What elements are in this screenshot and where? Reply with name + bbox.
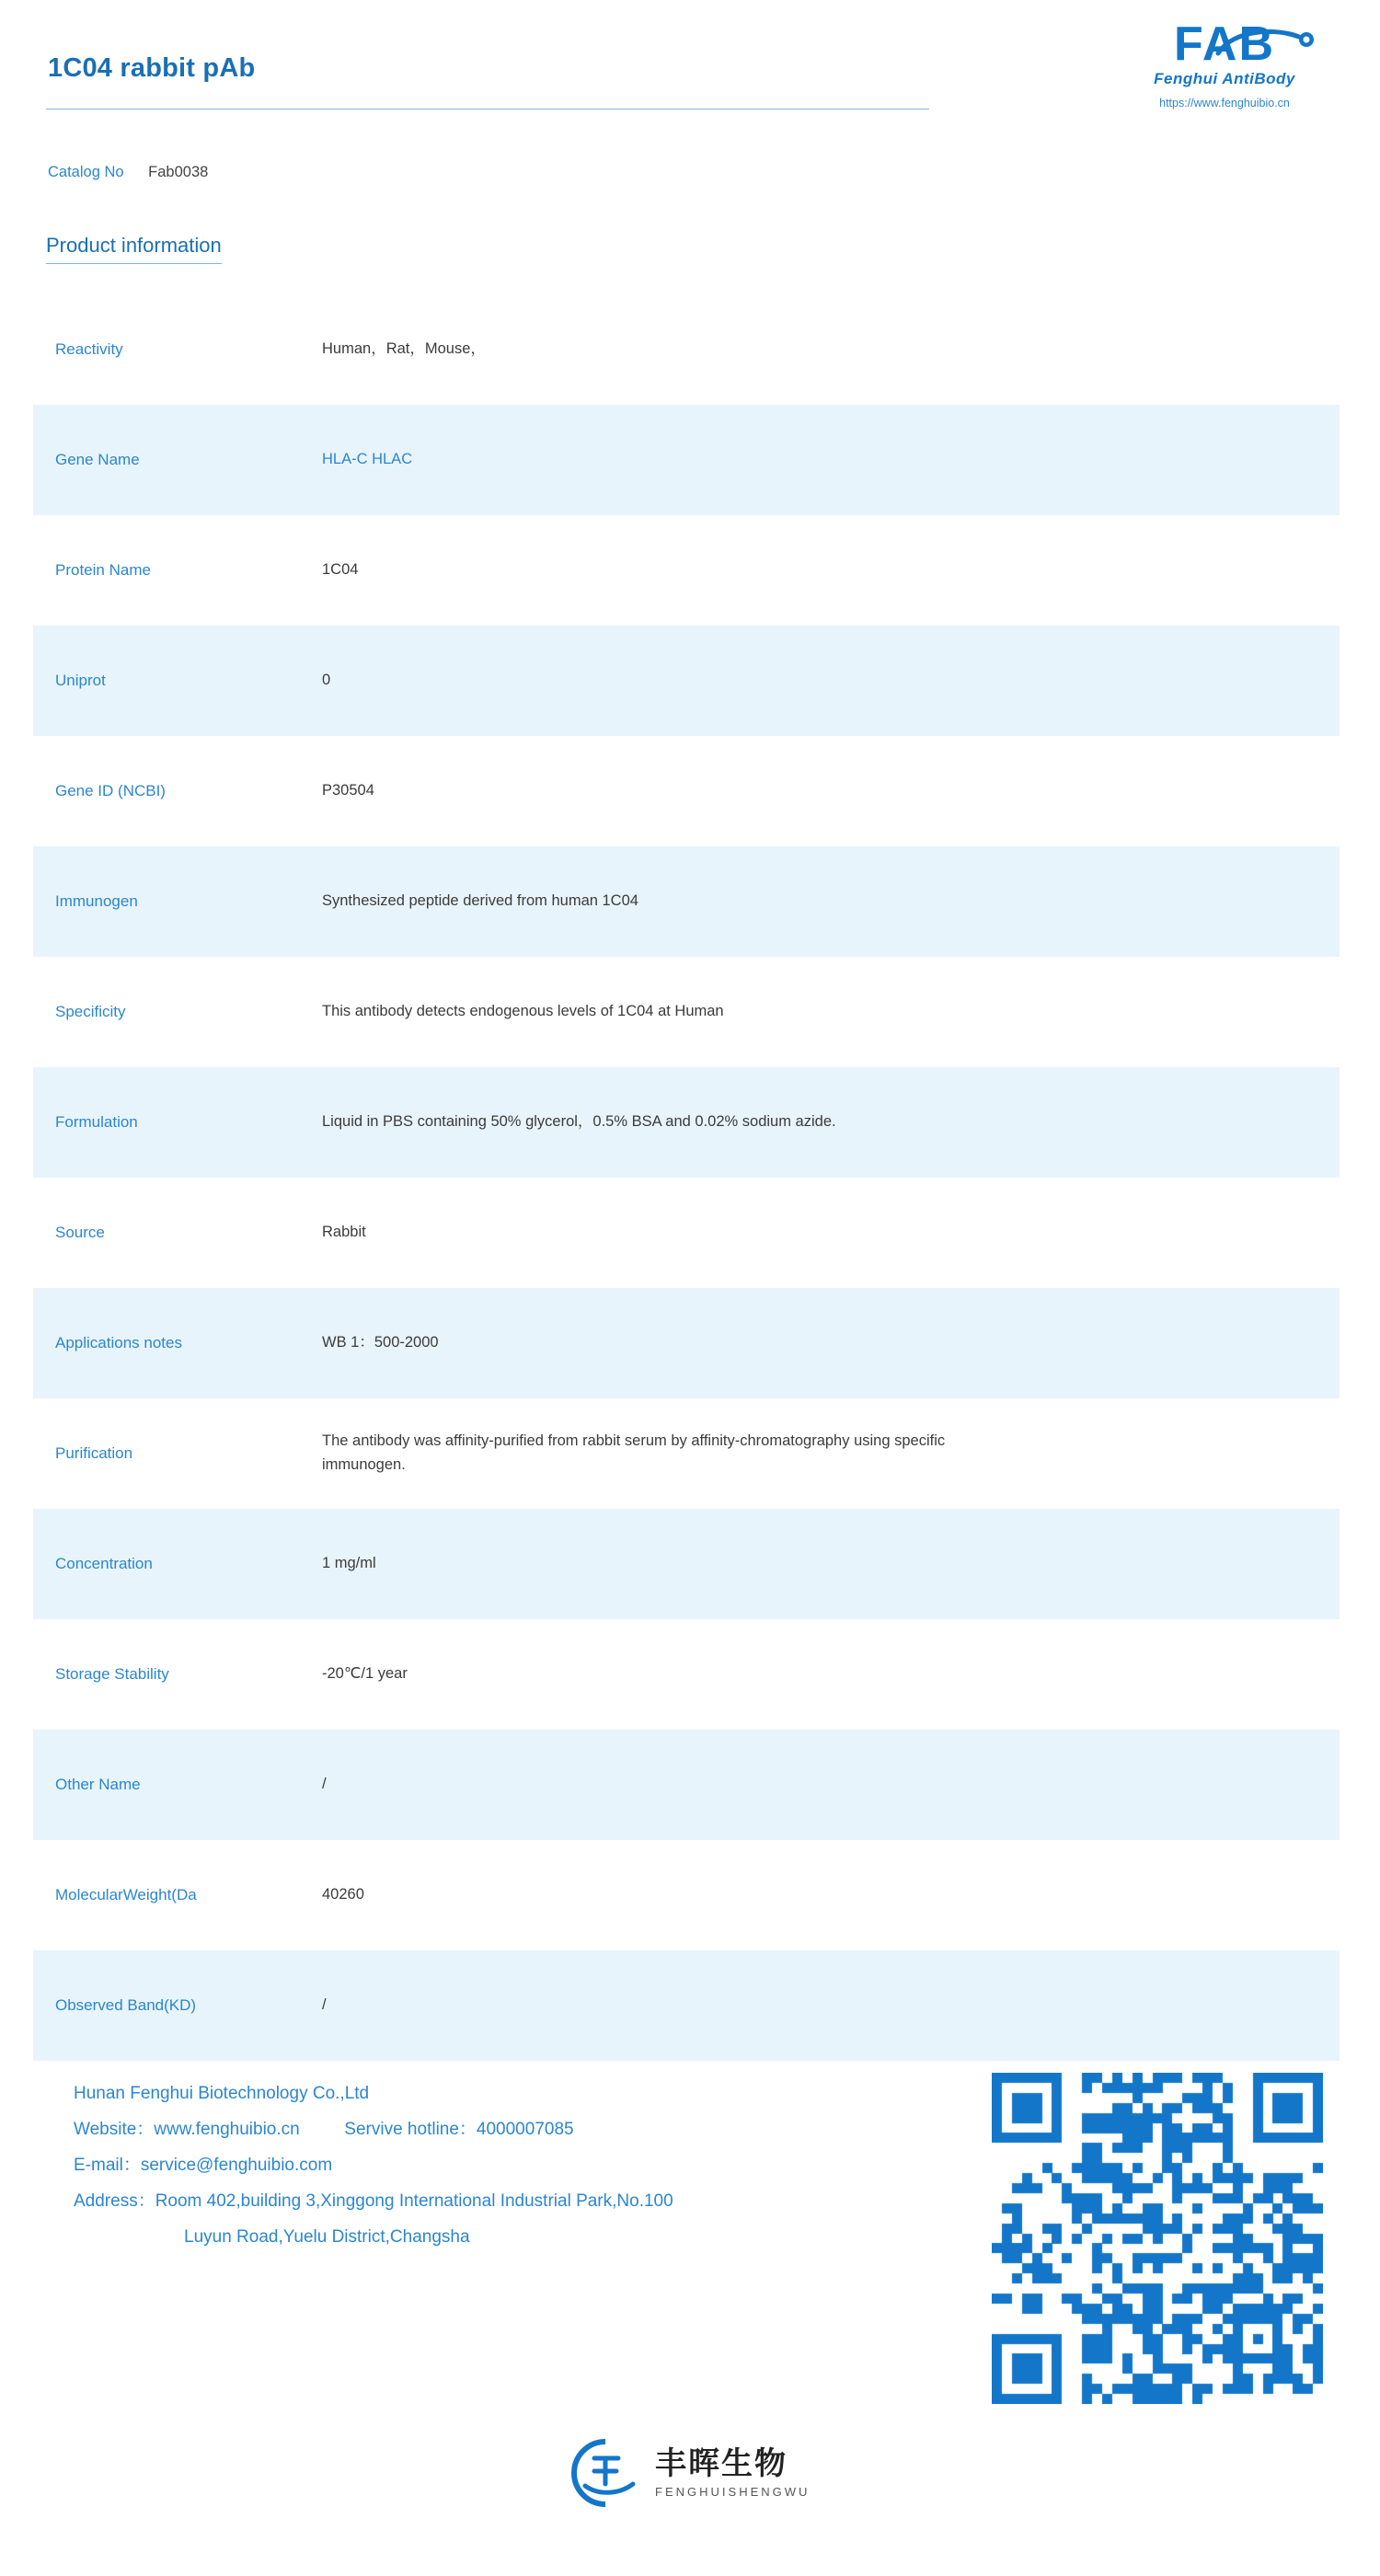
catalog-label: Catalog No <box>48 164 124 180</box>
logo-fab-text <box>1174 17 1275 71</box>
section-heading-product-information: Product information <box>46 234 222 264</box>
table-row <box>33 1178 1340 1288</box>
logo-fab-label: FAB <box>1174 17 1275 71</box>
table-row <box>33 294 1340 405</box>
footer-website-line <box>74 2112 673 2148</box>
table-row <box>33 736 1340 846</box>
row-value: / <box>322 1996 327 2014</box>
row-value: 1 mg/ml <box>322 1555 376 1572</box>
row-label: Other Name <box>55 1776 141 1794</box>
table-row <box>33 1067 1340 1178</box>
row-value: Synthesized peptide derived from human 1C04 <box>322 892 638 910</box>
footer-email[interactable]: E-mail：service@fenghuibio.com <box>74 2155 333 2175</box>
logo-swoosh-icon <box>1214 26 1325 64</box>
catalog-number <box>48 164 208 181</box>
row-value: -20℃/1 year <box>322 1665 408 1683</box>
row-value: 40260 <box>322 1886 364 1903</box>
row-label: Gene ID (NCBI) <box>55 782 166 800</box>
table-row <box>33 957 1340 1067</box>
page-title: 1C04 rabbit pAb <box>48 53 256 83</box>
table-row <box>33 1288 1340 1398</box>
row-value: Rabbit <box>322 1224 366 1241</box>
footer-hotline: Servive hotline：4000007085 <box>344 2119 574 2139</box>
qr-code[interactable] <box>992 2073 1323 2404</box>
table-row <box>33 1730 1340 1840</box>
row-label: Observed Band(KD) <box>55 1996 197 2015</box>
catalog-value: Fab0038 <box>148 164 209 180</box>
table-row <box>33 1840 1340 1950</box>
row-label: Storage Stability <box>55 1665 169 1684</box>
table-row <box>33 405 1340 515</box>
logo-subtitle: Fenghui AntiBody <box>1154 70 1295 87</box>
row-label: Protein Name <box>55 561 151 580</box>
row-label: Applications notes <box>55 1334 182 1352</box>
row-label: Source <box>55 1224 105 1242</box>
row-label: Formulation <box>55 1113 138 1132</box>
company-name-pinyin: FENGHUISHENGWU <box>655 2485 811 2500</box>
row-value: HLA-C HLAC <box>322 451 413 468</box>
footer-address-line-1: Address：Room 402,building 3,Xinggong International Industrial Park,No.100 <box>74 2191 673 2211</box>
table-row <box>33 1950 1340 2061</box>
row-value: 1C04 <box>322 561 359 579</box>
row-label: MolecularWeight(Da <box>55 1886 197 1904</box>
table-row <box>33 846 1340 957</box>
brand-logo <box>1110 17 1340 109</box>
table-row <box>33 1398 1340 1509</box>
table-row <box>33 515 1340 626</box>
row-label: Uniprot <box>55 672 106 690</box>
row-value: P30504 <box>322 782 374 799</box>
row-label: Reactivity <box>55 340 123 359</box>
footer-website[interactable]: Website：www.fenghuibio.cn <box>74 2119 300 2139</box>
document-header <box>0 0 1380 138</box>
row-value: Human，Rat，Mouse， <box>322 340 486 358</box>
row-value: / <box>322 1776 327 1793</box>
row-value: WB 1：500-2000 <box>322 1334 439 1351</box>
row-label: Purification <box>55 1444 133 1463</box>
product-information-table <box>33 294 1340 2061</box>
row-label: Immunogen <box>55 892 138 911</box>
company-logo-footer <box>0 2438 1380 2512</box>
fenghui-mark-icon <box>570 2438 640 2508</box>
row-label: Concentration <box>55 1555 153 1573</box>
company-name-cn: 丰晖生物 <box>655 2445 788 2481</box>
logo-url[interactable]: https://www.fenghuibio.cn <box>1159 97 1290 109</box>
footer-contact-block <box>74 2076 673 2256</box>
row-value: 0 <box>322 672 331 689</box>
table-row <box>33 1619 1340 1730</box>
row-value: Liquid in PBS containing 50% glycerol，0.5% BSA and 0.02% sodium azide. <box>322 1113 836 1131</box>
row-label: Gene Name <box>55 451 140 469</box>
row-value: This antibody detects endogenous levels of 1C04 at Human <box>322 1003 724 1020</box>
footer-address-line-2: Luyun Road,Yuelu District,Changsha <box>184 2226 470 2247</box>
table-row <box>33 626 1340 736</box>
footer-company: Hunan Fenghui Biotechnology Co.,Ltd <box>74 2084 370 2103</box>
row-label: Specificity <box>55 1003 126 1021</box>
table-row <box>33 1509 1340 1619</box>
row-value: The antibody was affinity-purified from rabbit serum by affinity-chromatography using specific immunogen. <box>322 1432 946 1473</box>
